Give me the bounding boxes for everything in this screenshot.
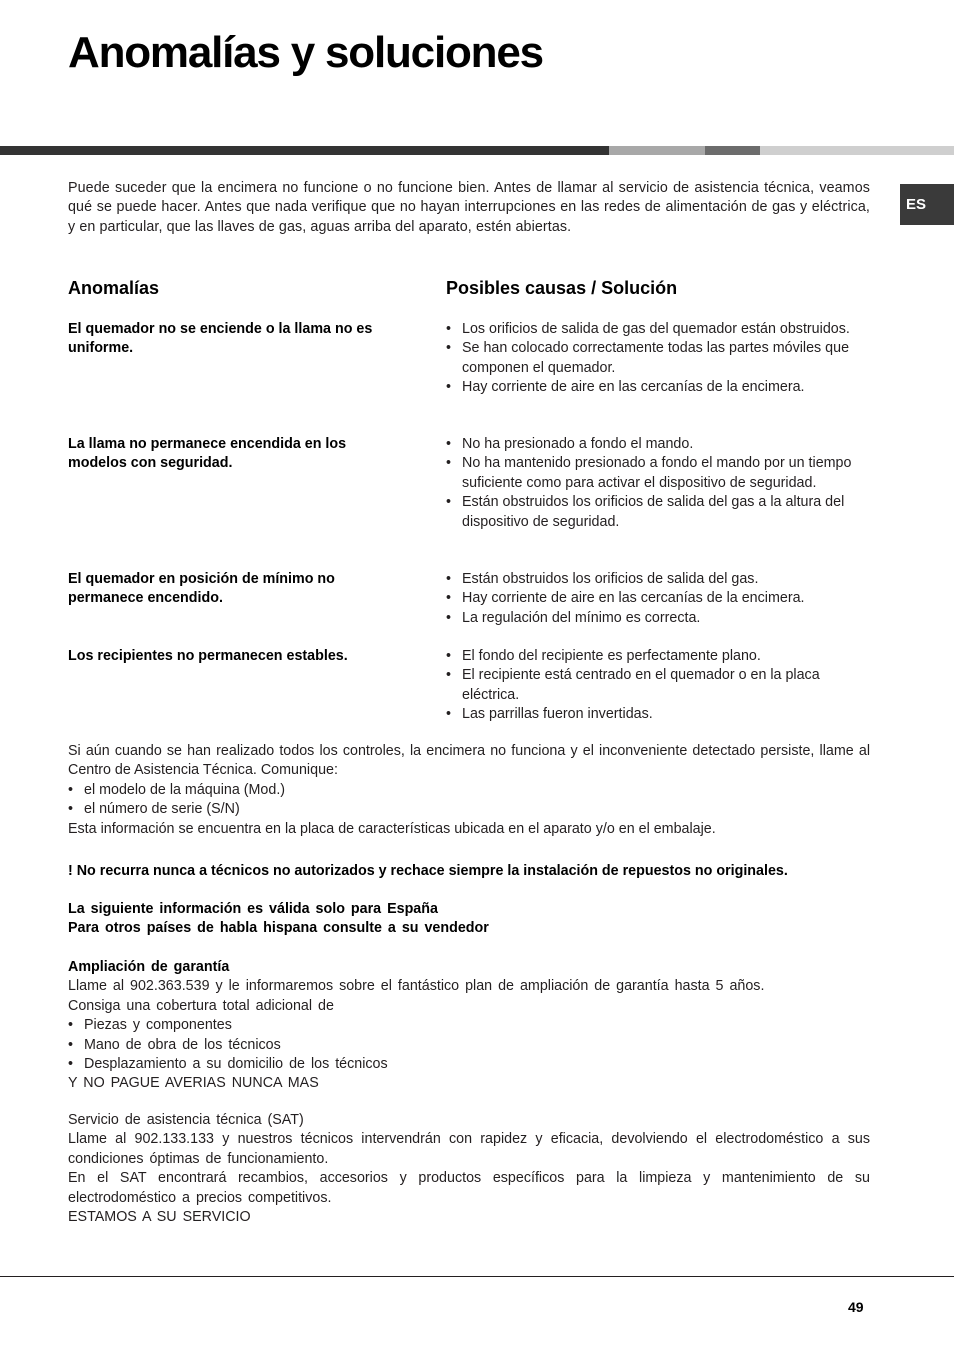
intro-paragraph: Puede suceder que la encimera no funcione o no funcione bien. Antes de llamar al servicio de asistencia técnica, veamos qué se puede hacer. Antes que nada verifique que no hayan interrupciones en las redes de alimentación de gas y eléctrica, y en particular, que las llaves de gas, aguas arriba del aparato, estén abiertas. bbox=[68, 180, 870, 235]
sat-paragraph: En el SAT encontrará recambios, accesorios y productos específicos para la limpieza y mantenimiento de su electrodoméstico a precios competitivos. bbox=[68, 1170, 870, 1206]
cause-item: • El recipiente está centrado en el quemador o en la placa eléctrica. bbox=[446, 666, 866, 705]
anomalies-heading: Anomalías bbox=[68, 278, 160, 298]
header-bar-light bbox=[609, 146, 705, 155]
causes-list bbox=[446, 647, 866, 725]
spain-info-line: Para otros países de habla hispana consulte a su vendedor bbox=[68, 920, 489, 937]
page-number: 49 bbox=[848, 1299, 864, 1315]
warranty-item: • Mano de obra de los técnicos bbox=[68, 1036, 870, 1055]
assistance-item: • el número de serie (S/N) bbox=[68, 800, 870, 819]
header-bar-mid bbox=[705, 146, 760, 155]
header-bar-pale bbox=[760, 146, 954, 155]
cause-item: • Hay corriente de aire en las cercanías de la encimera. bbox=[446, 589, 866, 608]
anomaly-label: El quemador no se enciende o la llama no es uniforme. bbox=[68, 321, 373, 357]
warranty-item: • Desplazamiento a su domicilio de los técnicos bbox=[68, 1055, 870, 1074]
warranty-line: Llame al 902.363.539 y le informaremos sobre el fantástico plan de ampliación de garantía hasta 5 años. bbox=[68, 978, 765, 995]
cause-item: • Los orificios de salida de gas del quemador están obstruidos. bbox=[446, 320, 866, 339]
anomaly-label: La llama no permanece encendida en los modelos con seguridad. bbox=[68, 436, 347, 472]
cause-item: • Las parrillas fueron invertidas. bbox=[446, 705, 866, 724]
cause-item: • Hay corriente de aire en las cercanías de la encimera. bbox=[446, 378, 866, 397]
sat-section bbox=[68, 1111, 870, 1227]
cause-item: • Están obstruidos los orificios de salida del gas a la altura del dispositivo de seguridad. bbox=[446, 493, 866, 532]
causes-list bbox=[446, 435, 866, 532]
cause-item: • La regulación del mínimo es correcta. bbox=[446, 609, 866, 628]
assistance-item: • el modelo de la máquina (Mod.) bbox=[68, 781, 870, 800]
sat-closing: ESTAMOS A SU SERVICIO bbox=[68, 1209, 251, 1226]
language-tab: ES bbox=[900, 184, 954, 225]
anomaly-label: El quemador en posición de mínimo no permanece encendido. bbox=[68, 571, 335, 607]
cause-item: • No ha mantenido presionado a fondo el mando por un tiempo suficiente como para activar el dispositivo de seguridad. bbox=[446, 454, 866, 493]
warranty-closing: Y NO PAGUE AVERIAS NUNCA MAS bbox=[68, 1075, 319, 1092]
spain-info bbox=[68, 900, 870, 939]
sat-heading: Servicio de asistencia técnica (SAT) bbox=[68, 1112, 304, 1128]
warning-text: ! No recurra nunca a técnicos no autorizados y rechace siempre la instalación de repuestos no originales. bbox=[68, 863, 788, 879]
cause-item: • Se han colocado correctamente todas las partes móviles que componen el quemador. bbox=[446, 339, 866, 378]
assistance-footer: Esta información se encuentra en la placa de características ubicada en el aparato y/o en el embalaje. bbox=[68, 820, 716, 837]
warranty-item: • Piezas y componentes bbox=[68, 1016, 870, 1035]
causes-list bbox=[446, 320, 866, 398]
assistance-text: Si aún cuando se han realizado todos los controles, la encimera no funciona y el inconveniente detectado persiste, llame al Centro de Asistencia Técnica. Comunique: bbox=[68, 743, 870, 779]
cause-item: • No ha presionado a fondo el mando. bbox=[446, 435, 866, 454]
causes-list bbox=[446, 570, 866, 628]
sat-paragraph: Llame al 902.133.133 y nuestros técnicos intervendrán con rapidez y eficacia, devolviendo el electrodoméstico a sus condiciones óptimas de funcionamiento. bbox=[68, 1131, 870, 1167]
footer-rule bbox=[0, 1276, 954, 1277]
header-bar-dark bbox=[0, 146, 609, 155]
warranty-section bbox=[68, 958, 870, 1094]
cause-item: • Están obstruidos los orificios de salida del gas. bbox=[446, 570, 866, 589]
warranty-line: Consiga una cobertura total adicional de bbox=[68, 997, 334, 1014]
anomaly-label: Los recipientes no permanecen estables. bbox=[68, 648, 348, 664]
assistance-list bbox=[68, 781, 870, 820]
page-title: Anomalías y soluciones bbox=[68, 28, 543, 77]
spain-info-line: La siguiente información es válida solo para España bbox=[68, 901, 438, 917]
cause-item: • El fondo del recipiente es perfectamente plano. bbox=[446, 647, 866, 666]
warranty-list bbox=[68, 1016, 870, 1074]
causes-heading: Posibles causas / Solución bbox=[446, 278, 678, 298]
assistance-section bbox=[68, 742, 870, 839]
warranty-heading: Ampliación de garantía bbox=[68, 959, 230, 975]
